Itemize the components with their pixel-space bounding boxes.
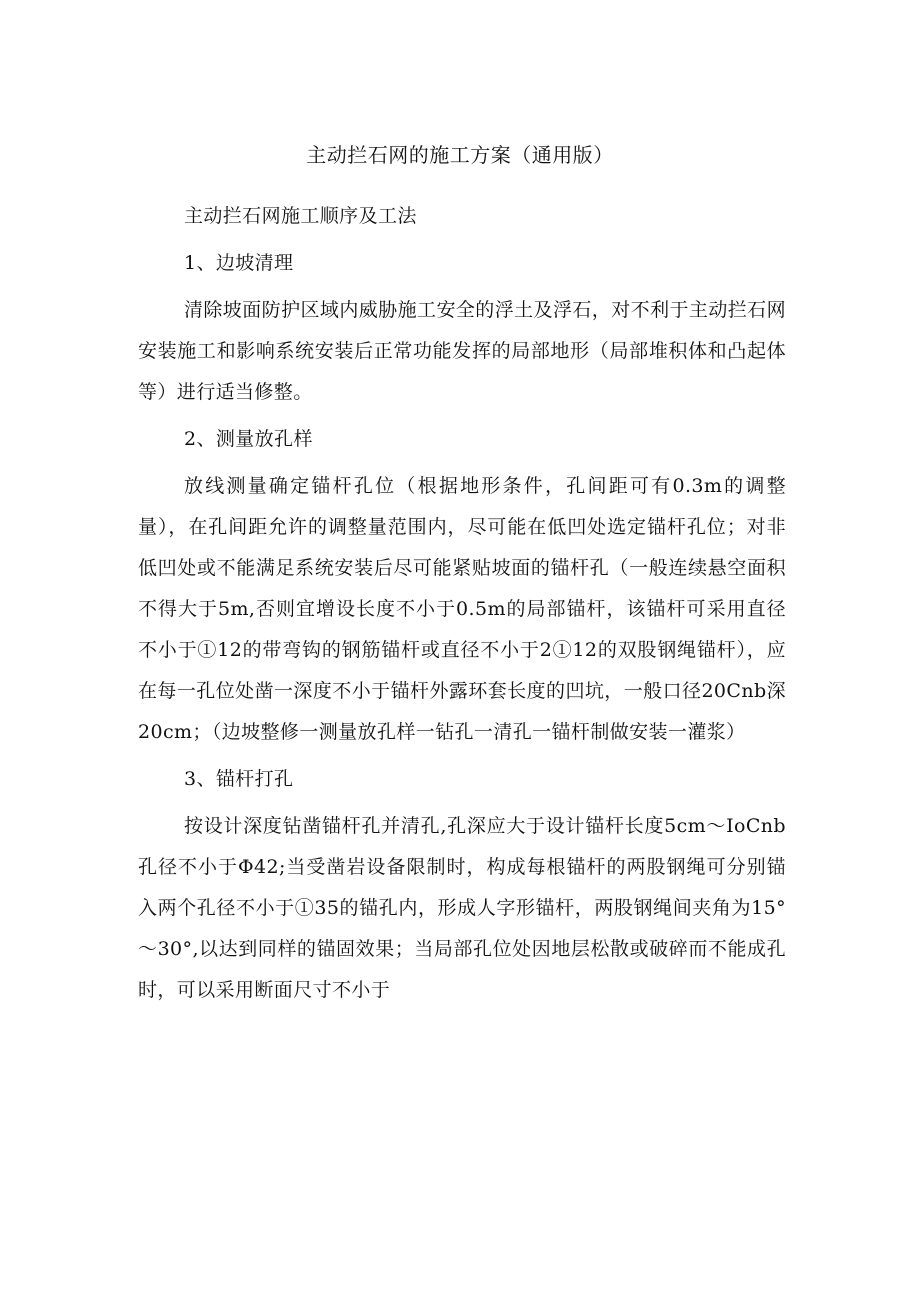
document-title: 主动拦石网的施工方案（通用版） bbox=[306, 143, 614, 167]
paragraph-anchor-drilling: 按设计深度钻凿锚杆孔并清孔,孔深应大于设计锚杆长度5cm～IoCnb孔径不小于Φ42;当受凿岩设备限制时，构成每根锚杆的两股钢绳可分别锚入两个孔径不小于①35的锚孔内，形成人字形锚杆，两股钢绳间夹角为15°～30°,以达到同样的锚固效果；当局部孔位处因地层松散或破碎而不能成孔时，可以采用断面尺寸不小于 bbox=[138, 815, 786, 1001]
document-body bbox=[138, 196, 786, 1017]
paragraph-slope-clearing: 清除坡面防护区域内威胁施工安全的浮土及浮石，对不利于主动拦石网安装施工和影响系统安装后正常功能发挥的局部地形（局部堆积体和凸起体等）进行适当修整。 bbox=[138, 299, 786, 403]
section-heading: 主动拦石网施工顺序及工法 bbox=[183, 205, 417, 227]
paragraph-hole-survey: 放线测量确定锚杆孔位（根据地形条件，孔间距可有0.3m的调整量），在孔间距允许的调整量范围内，尽可能在低凹处选定锚杆孔位；对非低凹处或不能满足系统安装后尽可能紧贴坡面的锚杆孔（一般连续悬空面积不得大于5m,否则宜增设长度不小于0.5m的局部锚杆，该锚杆可采用直径不小于①12的带弯钩的钢筋锚杆或直径不小于2①12的双股钢绳锚杆），应在每一孔位处凿一深度不小于锚杆外露环套长度的凹坑，一般口径20Cnb深20cm；（边坡整修一测量放孔样一钻孔一清孔一锚杆制做安装一灌浆） bbox=[138, 475, 786, 743]
step-heading-anchor-drilling: 3、锚杆打孔 bbox=[183, 768, 294, 790]
step-heading-slope-clearing: 1、边坡清理 bbox=[183, 252, 294, 274]
step-heading-hole-survey: 2、测量放孔样 bbox=[183, 428, 313, 450]
